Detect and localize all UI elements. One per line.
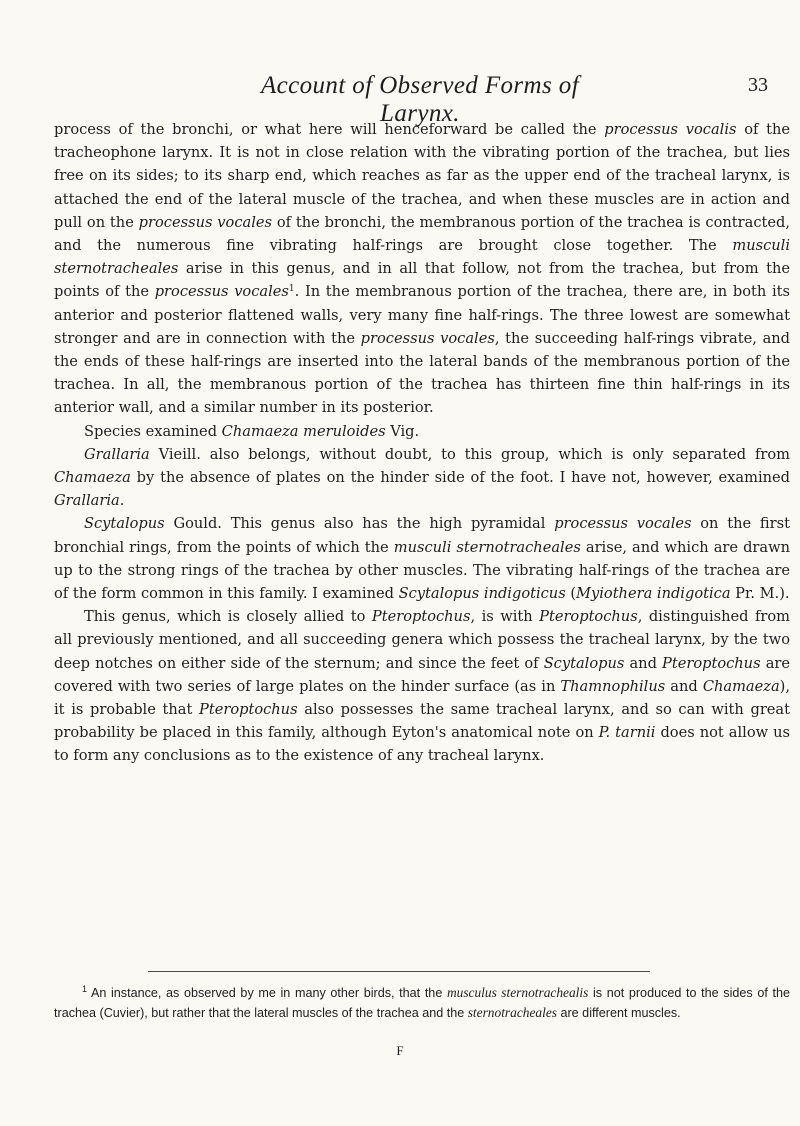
- text-run: process of the bronchi, or what here will henceforward be called the: [54, 121, 605, 138]
- footnote: [54, 983, 790, 1023]
- italic-term: musculi sternotracheales: [393, 538, 581, 556]
- text-run: Gould. This genus also has the high pyramidal: [164, 515, 555, 533]
- text-run: are different muscles.: [556, 1006, 681, 1020]
- text-run: arise in this genus, and in all that follow, not from the trachea, but from the points of the: [54, 260, 790, 301]
- italic-term: processus vocales: [360, 329, 495, 347]
- italic-term: P. tarnii: [598, 724, 656, 742]
- text-run: .: [119, 492, 125, 510]
- page-number: 33: [748, 74, 768, 96]
- italic-term: Scytalopus: [84, 515, 165, 533]
- italic-term: Scytalopus: [543, 654, 625, 672]
- text-run: is not produced to the sides of the trachea (Cuvier), but rather that the lateral muscles of the trachea and the: [54, 986, 790, 1020]
- text-run: An instance, as observed by me in many other birds, that the: [87, 986, 447, 1000]
- italic-term: Pteroptochus: [371, 608, 471, 626]
- signature-mark: F: [396, 1043, 404, 1058]
- text-run: and: [624, 654, 663, 672]
- text-run: by the absence of plates on the hinder side of the foot. I have not, however, examined: [130, 469, 790, 487]
- paragraph: [54, 512, 790, 605]
- footnote-marker: 1: [82, 984, 88, 994]
- italic-term: musculi sternotracheales: [54, 237, 790, 278]
- text-run: . In the membranous portion of the trachea, there are, in both its anterior and posterior flattened walls, very many fine half-rings. The three lowest are somewhat stronger and are in connection with the: [54, 283, 790, 347]
- running-title: Account of Observed Forms of Larynx.: [260, 72, 580, 127]
- text-run: Pr. M.).: [730, 585, 790, 603]
- text-run: are covered with two series of large plates on the hinder surface (as in: [54, 654, 791, 695]
- italic-term: processus vocales: [554, 515, 692, 533]
- footnote-marker: 1: [288, 284, 295, 295]
- italic-term: Scytalopus indigoticus: [398, 585, 566, 603]
- italic-term: processus vocalis: [604, 121, 737, 138]
- italic-term: Chamaeza meruloides: [221, 422, 386, 440]
- italic-term: Pteroptochus: [199, 701, 298, 719]
- text-run: This genus, which is closely allied to: [84, 608, 372, 626]
- text-run: and: [665, 677, 703, 695]
- paragraph: [54, 118, 790, 420]
- italic-term: Chamaeza: [54, 469, 131, 487]
- italic-term: sternotracheales: [467, 1005, 557, 1020]
- body-text: [54, 118, 790, 768]
- text-run: Species examined: [84, 422, 222, 440]
- text-run: ), it is probable that: [54, 677, 790, 719]
- italic-term: Pteroptochus: [662, 654, 761, 672]
- italic-term: Chamaeza: [702, 677, 780, 695]
- text-run: also possesses the same tracheal larynx, and so can with great probability be placed in this family, although Eyton's anatomical note on: [54, 701, 790, 742]
- paragraph: [54, 420, 790, 443]
- italic-term: processus vocales: [154, 283, 289, 301]
- italic-term: Grallaria: [54, 492, 120, 510]
- text-run: of the tracheophone larynx. It is not in close relation with the vibrating portion of the trachea, but lies free on its sides; to its sharp end, which reaches as far as the upper end of the tracheal larynx, is attached the end of the lateral muscle of the trachea, and when these muscles are in action and pull on the: [54, 121, 790, 231]
- page-header: [0, 72, 800, 127]
- paragraph: [54, 443, 790, 513]
- italic-term: Myiothera indigotica: [576, 585, 731, 603]
- text-run: , the succeeding half-rings vibrate, and the ends of these half-rings are inserted into the lateral bands of the membranous portion of the trachea. In all, the membranous portion of the trachea has thirteen fine thin half-rings in its anterior wall, and a similar number in its posterior.: [54, 329, 791, 417]
- text-run: , is with: [470, 608, 540, 626]
- text-run: Vig.: [385, 422, 420, 440]
- italic-term: Thamnophilus: [560, 677, 666, 695]
- text-run: (: [565, 585, 577, 603]
- footnote-divider: [148, 971, 650, 972]
- text-run: Vieill. also belongs, without doubt, to this group, which is only separated from: [149, 445, 790, 463]
- text-run: , distinguished from all previously mentioned, and all succeeding genera which possess the tracheal larynx, by the two deep notches on either side of the sternum; and since the feet of: [54, 608, 791, 672]
- text-run: does not allow us to form any conclusions as to the existence of any tracheal larynx.: [54, 724, 791, 765]
- italic-term: musculus sternotrachealis: [446, 985, 589, 1000]
- paragraph: [54, 605, 790, 767]
- text-run: arise, and which are drawn up to the strong rings of the trachea by other muscles. The vibrating half-rings of the trachea are of the form common in this family. I examined: [54, 538, 791, 603]
- italic-term: processus vocales: [138, 213, 272, 231]
- text-run: on the first bronchial rings, from the points of which the: [54, 515, 790, 556]
- italic-term: Grallaria: [84, 445, 150, 463]
- text-run: of the bronchi, the membranous portion of the trachea is contracted, and the numerous fine vibrating half-rings are brought close together. The: [54, 213, 790, 255]
- italic-term: Pteroptochus: [539, 608, 638, 626]
